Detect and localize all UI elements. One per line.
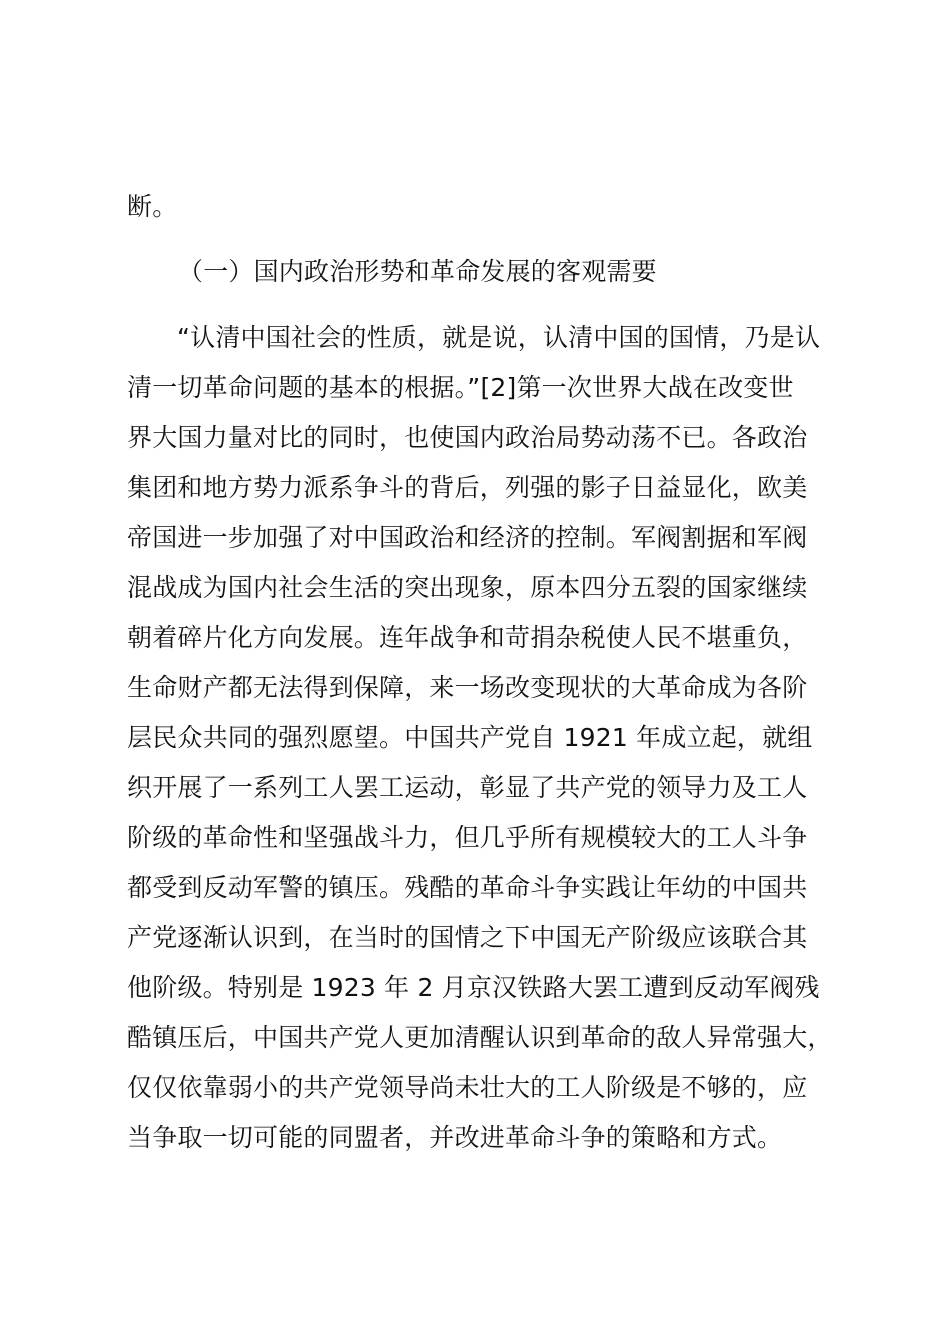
paragraph-line: 仅仅依靠弱小的共产党领导尚未壮大的工人阶级是不够的，应	[127, 1073, 808, 1102]
paragraph-line: 阶级的革命性和坚强战斗力，但几乎所有规模较大的工人斗争	[127, 823, 808, 852]
paragraph-line: 生命财产都无法得到保障，来一场改变现状的大革命成为各阶	[127, 673, 808, 702]
paragraph-line: 混战成为国内社会生活的突出现象，原本四分五裂的国家继续	[127, 573, 808, 602]
paragraph-line: 帝国进一步加强了对中国政治和经济的控制。军阀割据和军阀	[127, 523, 808, 552]
continuation-text: 断。	[127, 192, 178, 221]
paragraph-line: 层民众共同的强烈愿望。中国共产党自 1921 年成立起，就组	[127, 723, 813, 752]
paragraph-line: 产党逐渐认识到，在当时的国情之下中国无产阶级应该联合其	[127, 923, 808, 952]
paragraph-line: 集团和地方势力派系争斗的背后，列强的影子日益显化，欧美	[127, 473, 808, 502]
paragraph-line: 他阶级。特别是 1923 年 2 月京汉铁路大罢工遭到反动军阀残	[127, 973, 820, 1002]
paragraph-line: 界大国力量对比的同时，也使国内政治局势动荡不已。各政治	[127, 423, 808, 452]
paragraph-line: 清一切革命问题的基本的根据。”[2]第一次世界大战在改变世	[127, 373, 794, 402]
paragraph-line: 朝着碎片化方向发展。连年战争和苛捐杂税使人民不堪重负，	[127, 623, 808, 652]
paragraph-line: “认清中国社会的性质，就是说，认清中国的国情，乃是认	[177, 323, 821, 352]
paragraph-line: 织开展了一系列工人罢工运动，彰显了共产党的领导力及工人	[127, 773, 808, 802]
section-heading: （一）国内政治形势和革命发展的客观需要	[178, 257, 657, 286]
paragraph-line: 都受到反动军警的镇压。残酷的革命斗争实践让年幼的中国共	[127, 873, 808, 902]
paragraph-line: 酷镇压后，中国共产党人更加清醒认识到革命的敌人异常强大，	[127, 1023, 833, 1052]
paragraph-line: 当争取一切可能的同盟者，并改进革命斗争的策略和方式。	[127, 1123, 783, 1152]
